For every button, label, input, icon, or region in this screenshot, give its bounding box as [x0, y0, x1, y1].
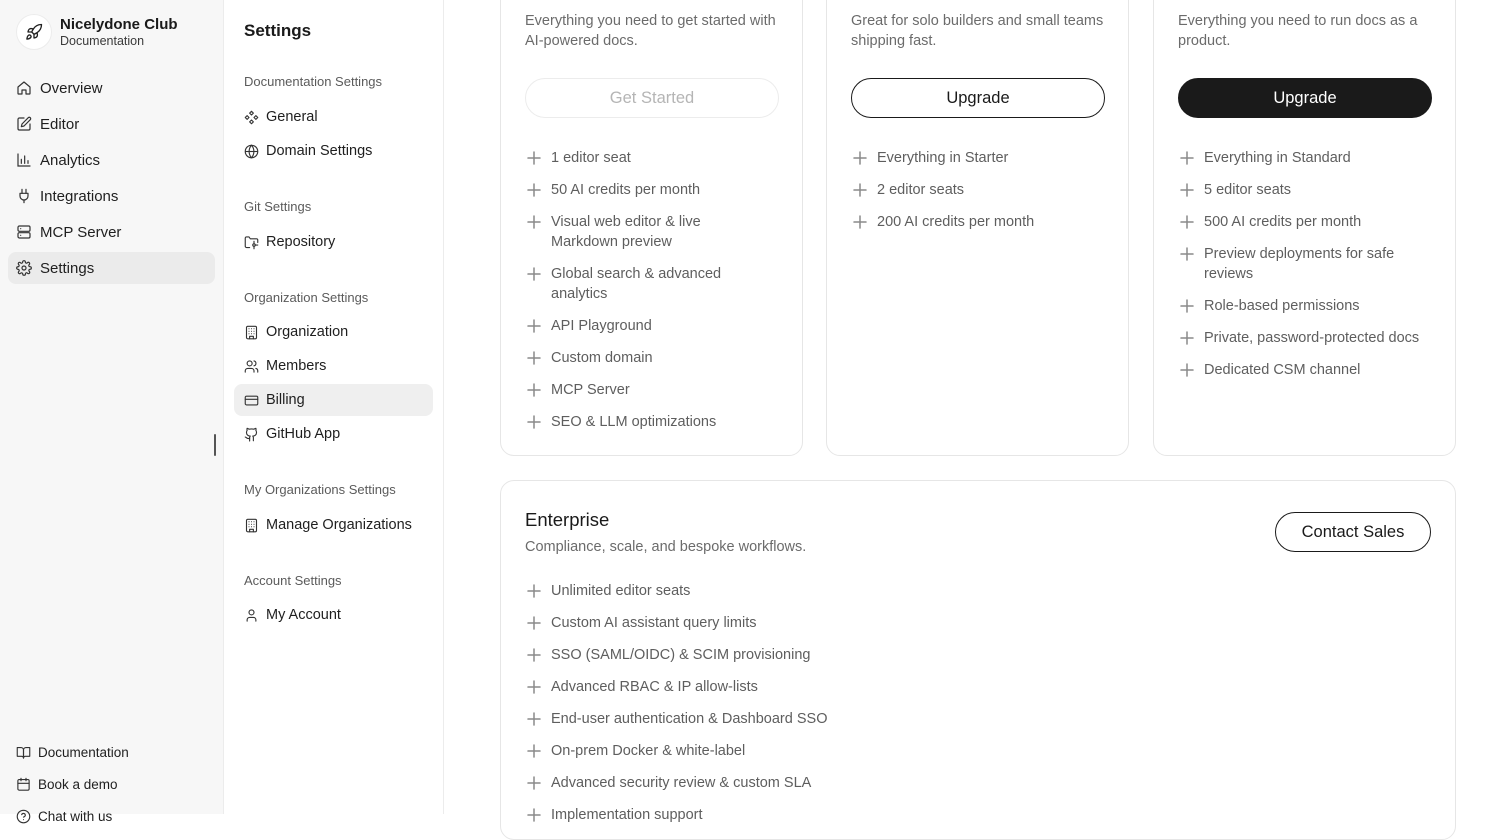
plan-feature	[525, 264, 787, 304]
settings-item-manage-orgs[interactable]	[234, 509, 433, 541]
building-icon	[244, 325, 259, 340]
user-icon	[244, 608, 259, 623]
plan-feature	[525, 148, 787, 168]
plan-feature-text: Role-based permissions	[1204, 298, 1360, 314]
plan-card-pro	[1153, 0, 1456, 456]
plus-icon	[525, 677, 543, 697]
plan-feature-text: Global search & advanced analytics	[551, 266, 722, 302]
rocket-icon	[16, 14, 52, 50]
enterprise-feature-text: Advanced security review & custom SLA	[551, 775, 812, 791]
settings-item-label: General	[266, 109, 318, 125]
settings-item-github-app[interactable]	[234, 418, 433, 450]
plus-icon	[525, 180, 543, 200]
plan-feature-text: API Playground	[551, 318, 652, 334]
bar-chart-icon	[16, 152, 32, 168]
group-label-git: Git Settings	[244, 199, 312, 214]
settings-item-label: GitHub App	[266, 426, 341, 442]
gear-icon	[16, 260, 32, 276]
settings-item-billing[interactable]	[234, 384, 433, 416]
chat-link[interactable]	[16, 800, 216, 832]
plan-card-standard	[826, 0, 1129, 456]
plus-icon	[1178, 296, 1196, 316]
plan-feature	[525, 316, 787, 336]
enterprise-feature-text: SSO (SAML/OIDC) & SCIM provisioning	[551, 647, 811, 663]
plug-icon	[16, 188, 32, 204]
enterprise-feature-text: Implementation support	[551, 807, 703, 823]
plus-icon	[1178, 244, 1196, 264]
documentation-link-label: Documentation	[38, 744, 129, 760]
users-icon	[244, 359, 259, 374]
plus-icon	[525, 805, 543, 825]
github-icon	[244, 427, 259, 442]
plus-icon	[525, 316, 543, 336]
edit-icon	[16, 116, 32, 132]
enterprise-feature	[525, 581, 1125, 601]
plus-icon	[525, 380, 543, 400]
enterprise-feature	[525, 613, 1125, 633]
plan-feature	[1178, 180, 1440, 200]
plan-feature-list	[1178, 148, 1440, 392]
nav-item-editor[interactable]	[8, 108, 215, 140]
nav-item-analytics[interactable]	[8, 144, 215, 176]
plus-icon	[1178, 180, 1196, 200]
org-name: Nicelydone Club	[60, 16, 178, 33]
plus-icon	[525, 348, 543, 368]
contact-sales-button[interactable]: Contact Sales	[1275, 512, 1431, 552]
documentation-link[interactable]	[16, 736, 216, 768]
plus-icon	[525, 412, 543, 432]
plan-feature	[525, 212, 787, 252]
settings-sidebar	[224, 0, 444, 814]
plan-feature	[525, 180, 787, 200]
settings-item-label: Organization	[266, 324, 349, 340]
app-sidebar	[0, 0, 224, 824]
group-label-my-orgs: My Organizations Settings	[244, 482, 396, 497]
enterprise-feature	[525, 709, 1125, 729]
settings-item-label: Billing	[266, 392, 305, 408]
plus-icon	[525, 613, 543, 633]
settings-item-members[interactable]	[234, 350, 433, 382]
nav-item-label: Integrations	[40, 187, 119, 205]
plan-feature-text: Everything in Starter	[877, 150, 1009, 166]
settings-item-organization[interactable]	[234, 316, 433, 348]
enterprise-subtitle: Compliance, scale, and bespoke workflows.	[525, 539, 807, 555]
brand[interactable]	[16, 14, 178, 50]
plus-icon	[525, 148, 543, 168]
enterprise-feature-text: Custom AI assistant query limits	[551, 615, 757, 631]
plan-feature	[1178, 296, 1440, 316]
plan-feature	[1178, 360, 1440, 380]
get-started-button[interactable]: Get Started	[525, 78, 779, 118]
plan-feature-text: Everything in Standard	[1204, 150, 1351, 166]
plan-feature-text: 500 AI credits per month	[1204, 214, 1362, 230]
enterprise-feature-text: End-user authentication & Dashboard SSO	[551, 711, 828, 727]
settings-item-label: Members	[266, 358, 327, 374]
plan-feature-text: 5 editor seats	[1204, 182, 1292, 198]
nav-item-label: Settings	[40, 259, 95, 277]
nav-item-mcp-server[interactable]	[8, 216, 215, 248]
group-label-documentation: Documentation Settings	[244, 74, 383, 89]
chat-link-label: Chat with us	[38, 808, 113, 824]
settings-item-my-account[interactable]	[234, 599, 433, 631]
nav-item-label: MCP Server	[40, 223, 122, 241]
plan-feature-text: MCP Server	[551, 382, 630, 398]
enterprise-feature-list	[525, 581, 1125, 837]
plan-description: Everything you need to get started with AI-powered docs.	[525, 13, 776, 49]
nav-item-label: Analytics	[40, 151, 101, 169]
building-icon	[244, 518, 259, 533]
plan-feature	[525, 380, 787, 400]
settings-item-general[interactable]	[234, 101, 433, 133]
plus-icon	[525, 709, 543, 729]
home-icon	[16, 80, 32, 96]
globe-icon	[244, 144, 259, 159]
plus-icon	[525, 212, 543, 232]
plus-icon	[525, 581, 543, 601]
billing-main	[444, 0, 1512, 823]
sidebar-footer	[16, 736, 216, 832]
settings-item-label: Repository	[266, 234, 336, 250]
enterprise-card	[500, 480, 1456, 840]
plan-feature	[525, 348, 787, 368]
enterprise-feature	[525, 805, 1125, 825]
plan-feature	[1178, 148, 1440, 168]
plan-feature-text: 1 editor seat	[551, 150, 631, 166]
plan-feature-text: SEO & LLM optimizations	[551, 414, 717, 430]
settings-item-label: My Account	[266, 607, 341, 623]
plan-feature-text: 200 AI credits per month	[877, 214, 1035, 230]
settings-item-label: Manage Organizations	[266, 517, 412, 533]
credit-card-icon	[244, 393, 259, 408]
enterprise-feature	[525, 773, 1125, 793]
plan-feature	[525, 412, 787, 432]
book-demo-label: Book a demo	[38, 776, 118, 792]
plan-feature-text: 2 editor seats	[877, 182, 965, 198]
server-icon	[16, 224, 32, 240]
plan-description: Everything you need to run docs as a product.	[1178, 13, 1418, 49]
plan-feature-text: 50 AI credits per month	[551, 182, 701, 198]
plus-icon	[851, 180, 869, 200]
settings-item-domain[interactable]	[234, 135, 433, 167]
plan-card-starter	[500, 0, 803, 456]
enterprise-title: Enterprise	[525, 509, 610, 530]
plus-icon	[525, 773, 543, 793]
plus-icon	[1178, 360, 1196, 380]
plan-feature	[1178, 212, 1440, 232]
enterprise-feature	[525, 677, 1125, 697]
plus-icon	[525, 645, 543, 665]
settings-item-repository[interactable]	[234, 226, 433, 258]
plan-feature-text: Dedicated CSM channel	[1204, 362, 1361, 378]
plan-feature	[1178, 328, 1440, 348]
plan-feature-text: Preview deployments for safe reviews	[1204, 246, 1395, 282]
plus-icon	[1178, 328, 1196, 348]
book-icon	[16, 745, 31, 760]
org-subtitle: Documentation	[60, 34, 145, 48]
plan-feature	[851, 212, 1113, 232]
plus-icon	[851, 212, 869, 232]
sidebar-resize-handle[interactable]	[214, 434, 216, 456]
enterprise-feature-text: Advanced RBAC & IP allow-lists	[551, 679, 758, 695]
enterprise-feature	[525, 645, 1125, 665]
group-label-account: Account Settings	[244, 573, 342, 588]
nav-item-label: Editor	[40, 115, 80, 133]
upgrade-standard-button[interactable]: Upgrade	[851, 78, 1105, 118]
calendar-icon	[16, 777, 31, 792]
components-icon	[244, 110, 259, 125]
nav-item-overview[interactable]	[8, 72, 215, 104]
enterprise-feature	[525, 741, 1125, 761]
folder-git-icon	[244, 235, 259, 250]
plus-icon	[1178, 148, 1196, 168]
plus-icon	[1178, 212, 1196, 232]
main-nav	[8, 72, 215, 288]
settings-title: Settings	[244, 21, 312, 40]
plan-feature	[851, 180, 1113, 200]
plan-feature-list	[851, 148, 1113, 244]
group-label-organization: Organization Settings	[244, 290, 369, 305]
plan-feature	[851, 148, 1113, 168]
plan-feature-list	[525, 148, 787, 444]
book-demo-link[interactable]	[16, 768, 216, 800]
nav-item-integrations[interactable]	[8, 180, 215, 212]
plan-feature	[1178, 244, 1440, 284]
plan-description: Great for solo builders and small teams shipping fast.	[851, 13, 1104, 49]
plus-icon	[525, 264, 543, 284]
upgrade-pro-button[interactable]: Upgrade	[1178, 78, 1432, 118]
help-circle-icon	[16, 809, 31, 824]
enterprise-feature-text: Unlimited editor seats	[551, 583, 691, 599]
enterprise-feature-text: On-prem Docker & white-label	[551, 743, 746, 759]
settings-item-label: Domain Settings	[266, 143, 373, 159]
plan-feature-text: Visual web editor & live Markdown preview	[551, 214, 701, 250]
plus-icon	[851, 148, 869, 168]
nav-item-settings[interactable]	[8, 252, 215, 284]
plan-feature-text: Private, password-protected docs	[1204, 330, 1420, 346]
nav-item-label: Overview	[40, 79, 103, 97]
plan-feature-text: Custom domain	[551, 350, 653, 366]
plus-icon	[525, 741, 543, 761]
